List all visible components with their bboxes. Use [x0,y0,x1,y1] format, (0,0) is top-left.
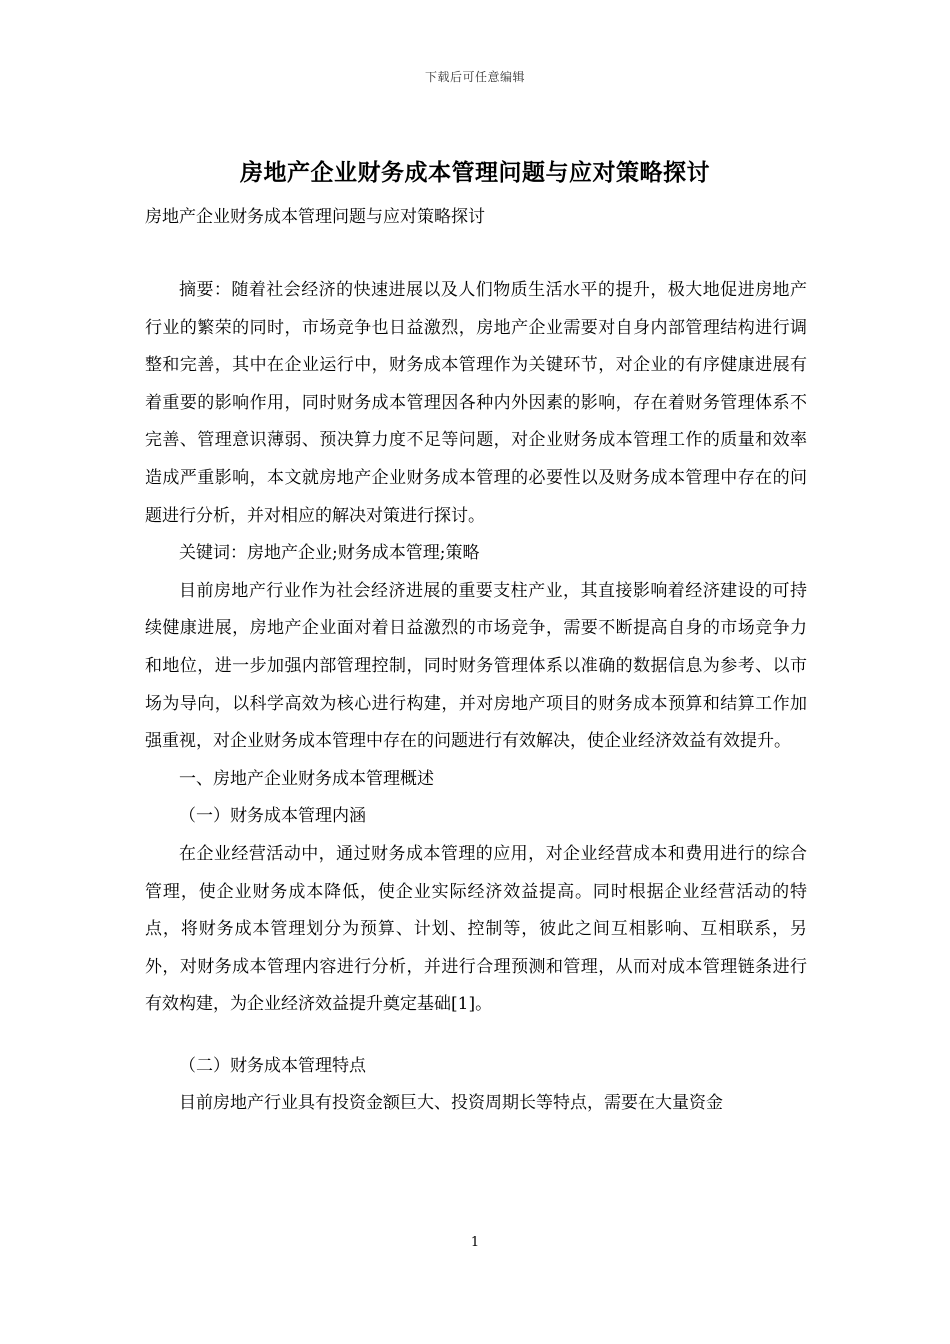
document-subtitle: 房地产企业财务成本管理问题与应对策略探讨 [145,207,485,227]
intro-paragraph: 目前房地产行业作为社会经济进展的重要支柱产业，其直接影响着经济建设的可持续健康进展，房地产企业面对着日益激烈的市场竞争，需要不断提高自身的市场竞争力和地位，进一步加强内部管理控制，同时财务管理体系以准确的数据信息为参考、以市场为导向，以科学高效为核心进行构建，并对房地产项目的财务成本预算和结算工作加强重视，对企业财务成本管理中存在的问题进行有效解决，使企业经济效益有效提升。 [145,580,807,752]
subsection-heading: （一）财务成本管理内涵 [179,806,366,827]
abstract-paragraph: 摘要：随着社会经济的快速进展以及人们物质生活水平的提升，极大地促进房地产行业的繁荣的同时，市场竞争也日益激烈，房地产企业需要对自身内部管理结构进行调整和完善，其中在企业运行中，财务成本管理作为关键环节，对企业的有序健康进展有着重要的影响作用，同时财务成本管理因各种内外因素的影响，存在着财务管理体系不完善、管理意识薄弱、预决算力度不足等问题，对企业财务成本管理工作的质量和效率造成严重影响，本文就房地产企业财务成本管理的必要性以及财务成本管理中存在的问题进行分析，并对相应的解决对策进行探讨。 [145,280,807,526]
body-paragraph: 目前房地产行业具有投资金额巨大、投资周期长等特点，需要在大量资金 [179,1093,723,1114]
page-number: 1 [470,1235,480,1250]
keywords-paragraph: 关键词：房地产企业;财务成本管理;策略 [179,543,480,564]
body-paragraph: 在企业经营活动中，通过财务成本管理的应用，对企业经营成本和费用进行的综合管理，使企业财务成本降低，使企业实际经济效益提高。同时根据企业经营活动的特点，将财务成本管理划分为预算、计划、控制等，彼此之间互相影响、互相联系，另外，对财务成本管理内容进行分析，并进行合理预测和管理，从而对成本管理链条进行有效构建，为企业经济效益提升奠定基础[1]。 [145,843,807,1015]
document-body [145,272,807,1123]
subsection-heading: （二）财务成本管理特点 [179,1055,366,1076]
document-title: 房地产企业财务成本管理问题与应对策略探讨 [240,159,710,186]
header-note: 下载后可任意编辑 [424,70,525,84]
section-heading: 一、房地产企业财务成本管理概述 [179,768,434,789]
